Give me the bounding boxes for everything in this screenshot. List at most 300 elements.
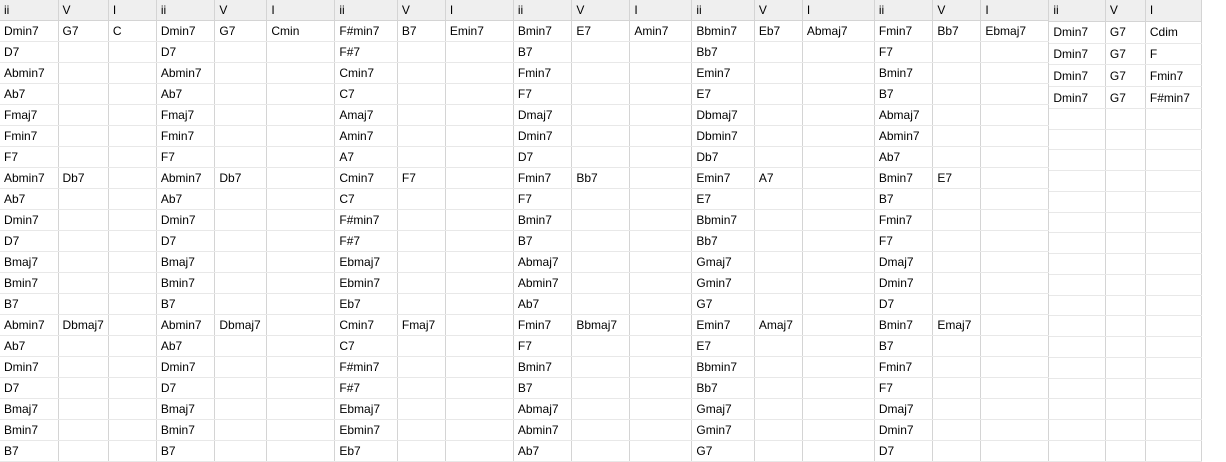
chord-cell[interactable] — [1105, 420, 1145, 441]
chord-cell[interactable] — [215, 378, 267, 399]
chord-cell[interactable]: G7 — [58, 21, 108, 42]
chord-cell[interactable] — [802, 147, 874, 168]
chord-cell[interactable]: Ab7 — [514, 294, 572, 315]
chord-cell[interactable]: Abmin7 — [0, 315, 58, 336]
chord-cell[interactable] — [58, 420, 108, 441]
chord-cell[interactable] — [267, 105, 335, 126]
chord-cell[interactable]: Db7 — [215, 168, 267, 189]
chord-cell[interactable] — [58, 273, 108, 294]
chord-cell[interactable] — [754, 357, 802, 378]
chord-cell[interactable] — [933, 399, 981, 420]
chord-cell[interactable] — [630, 63, 692, 84]
chord-cell[interactable] — [630, 42, 692, 63]
chord-cell[interactable] — [267, 441, 335, 462]
chord-cell[interactable]: F7 — [514, 189, 572, 210]
chord-cell[interactable]: Emin7 — [692, 168, 754, 189]
chord-cell[interactable] — [933, 231, 981, 252]
chord-cell[interactable]: Abmin7 — [514, 273, 572, 294]
chord-cell[interactable]: B7 — [0, 441, 58, 462]
chord-cell[interactable] — [1145, 129, 1201, 150]
chord-cell[interactable] — [630, 378, 692, 399]
chord-cell[interactable] — [754, 231, 802, 252]
chord-cell[interactable] — [1049, 254, 1105, 275]
chord-cell[interactable] — [802, 273, 874, 294]
chord-cell[interactable]: Fmin7 — [157, 126, 215, 147]
chord-cell[interactable] — [572, 42, 630, 63]
chord-cell[interactable]: F#min7 — [1145, 87, 1201, 109]
chord-cell[interactable] — [58, 336, 108, 357]
chord-cell[interactable] — [58, 147, 108, 168]
chord-cell[interactable]: Dmin7 — [157, 21, 215, 42]
chord-cell[interactable] — [802, 441, 874, 462]
chord-cell[interactable] — [933, 42, 981, 63]
chord-cell[interactable]: Ab7 — [157, 189, 215, 210]
chord-cell[interactable]: Fmaj7 — [397, 315, 445, 336]
chord-cell[interactable] — [981, 441, 1049, 462]
chord-cell[interactable] — [58, 189, 108, 210]
chord-cell[interactable] — [802, 294, 874, 315]
chord-cell[interactable] — [108, 420, 156, 441]
chord-cell[interactable]: Ab7 — [0, 189, 58, 210]
chord-cell[interactable] — [754, 441, 802, 462]
chord-cell[interactable] — [108, 273, 156, 294]
chord-cell[interactable]: Bb7 — [692, 231, 754, 252]
chord-cell[interactable]: Abmin7 — [514, 420, 572, 441]
chord-cell[interactable] — [630, 441, 692, 462]
chord-cell[interactable] — [630, 231, 692, 252]
chord-cell[interactable]: B7 — [157, 294, 215, 315]
chord-cell[interactable]: F7 — [514, 84, 572, 105]
chord-cell[interactable] — [397, 126, 445, 147]
chord-cell[interactable] — [108, 378, 156, 399]
chord-cell[interactable] — [445, 42, 513, 63]
chord-cell[interactable] — [933, 189, 981, 210]
chord-cell[interactable]: Dmaj7 — [514, 105, 572, 126]
chord-cell[interactable] — [267, 210, 335, 231]
chord-cell[interactable]: Ab7 — [514, 441, 572, 462]
chord-cell[interactable]: Bmaj7 — [157, 399, 215, 420]
chord-cell[interactable] — [754, 105, 802, 126]
chord-cell[interactable] — [572, 147, 630, 168]
chord-cell[interactable] — [445, 441, 513, 462]
chord-cell[interactable] — [1105, 129, 1145, 150]
chord-cell[interactable] — [108, 252, 156, 273]
chord-cell[interactable] — [572, 441, 630, 462]
chord-cell[interactable]: F7 — [875, 42, 933, 63]
chord-cell[interactable]: Abmaj7 — [514, 252, 572, 273]
chord-cell[interactable]: Bmin7 — [0, 420, 58, 441]
chord-cell[interactable]: E7 — [933, 168, 981, 189]
chord-cell[interactable] — [445, 336, 513, 357]
chord-cell[interactable] — [397, 42, 445, 63]
chord-cell[interactable]: Abmaj7 — [802, 21, 874, 42]
chord-cell[interactable] — [981, 252, 1049, 273]
chord-cell[interactable]: Ab7 — [0, 336, 58, 357]
chord-cell[interactable] — [397, 336, 445, 357]
chord-cell[interactable]: Cmin7 — [335, 315, 397, 336]
chord-cell[interactable]: B7 — [514, 231, 572, 252]
chord-cell[interactable] — [754, 42, 802, 63]
chord-cell[interactable]: G7 — [1105, 21, 1145, 43]
chord-cell[interactable]: Dmin7 — [157, 357, 215, 378]
chord-cell[interactable] — [58, 126, 108, 147]
chord-cell[interactable] — [1105, 171, 1145, 192]
chord-cell[interactable]: Abmaj7 — [514, 399, 572, 420]
chord-cell[interactable] — [630, 420, 692, 441]
chord-cell[interactable]: Fmaj7 — [157, 105, 215, 126]
chord-cell[interactable]: F#min7 — [335, 357, 397, 378]
chord-cell[interactable] — [1049, 171, 1105, 192]
chord-cell[interactable] — [108, 294, 156, 315]
chord-cell[interactable] — [1105, 191, 1145, 212]
chord-cell[interactable] — [1105, 337, 1145, 358]
chord-cell[interactable] — [108, 399, 156, 420]
chord-cell[interactable]: Dmin7 — [514, 126, 572, 147]
chord-cell[interactable] — [397, 441, 445, 462]
chord-cell[interactable]: B7 — [875, 189, 933, 210]
chord-cell[interactable] — [108, 84, 156, 105]
chord-cell[interactable] — [397, 378, 445, 399]
chord-cell[interactable]: Ab7 — [157, 84, 215, 105]
chord-cell[interactable] — [1049, 129, 1105, 150]
chord-cell[interactable] — [215, 420, 267, 441]
chord-cell[interactable]: Cdim — [1145, 21, 1201, 43]
chord-cell[interactable]: Bb7 — [692, 378, 754, 399]
chord-cell[interactable] — [802, 378, 874, 399]
chord-cell[interactable]: Gmaj7 — [692, 252, 754, 273]
chord-cell[interactable] — [981, 273, 1049, 294]
chord-cell[interactable]: D7 — [875, 294, 933, 315]
chord-cell[interactable]: Bmin7 — [0, 273, 58, 294]
chord-cell[interactable]: Dmin7 — [875, 420, 933, 441]
chord-cell[interactable]: Bmin7 — [875, 168, 933, 189]
chord-cell[interactable] — [215, 252, 267, 273]
chord-cell[interactable]: D7 — [157, 378, 215, 399]
chord-cell[interactable] — [802, 105, 874, 126]
chord-cell[interactable]: Ebmaj7 — [335, 399, 397, 420]
chord-cell[interactable]: Bmaj7 — [0, 399, 58, 420]
chord-cell[interactable] — [981, 189, 1049, 210]
chord-cell[interactable]: Bb7 — [572, 168, 630, 189]
chord-cell[interactable]: F#7 — [335, 42, 397, 63]
chord-cell[interactable]: Emin7 — [692, 63, 754, 84]
chord-cell[interactable]: Abmin7 — [157, 63, 215, 84]
chord-cell[interactable] — [981, 126, 1049, 147]
chord-cell[interactable] — [572, 294, 630, 315]
chord-cell[interactable] — [802, 336, 874, 357]
chord-cell[interactable]: Amin7 — [335, 126, 397, 147]
chord-cell[interactable] — [1049, 337, 1105, 358]
chord-cell[interactable] — [58, 84, 108, 105]
chord-cell[interactable] — [630, 105, 692, 126]
chord-cell[interactable] — [58, 357, 108, 378]
chord-cell[interactable]: Emaj7 — [933, 315, 981, 336]
chord-cell[interactable]: F — [1145, 43, 1201, 65]
chord-cell[interactable] — [1105, 108, 1145, 129]
chord-cell[interactable] — [58, 210, 108, 231]
chord-cell[interactable] — [1049, 212, 1105, 233]
chord-cell[interactable]: G7 — [1105, 43, 1145, 65]
chord-cell[interactable] — [445, 315, 513, 336]
chord-cell[interactable]: Bmin7 — [157, 273, 215, 294]
chord-cell[interactable] — [1105, 357, 1145, 378]
chord-cell[interactable] — [572, 210, 630, 231]
chord-cell[interactable]: Bb7 — [933, 21, 981, 42]
chord-cell[interactable] — [630, 315, 692, 336]
chord-cell[interactable] — [108, 126, 156, 147]
chord-cell[interactable] — [267, 273, 335, 294]
chord-cell[interactable] — [630, 294, 692, 315]
chord-cell[interactable] — [1105, 212, 1145, 233]
chord-cell[interactable] — [1145, 440, 1201, 461]
chord-cell[interactable] — [802, 315, 874, 336]
chord-cell[interactable] — [933, 441, 981, 462]
chord-cell[interactable]: A7 — [754, 168, 802, 189]
chord-cell[interactable] — [267, 126, 335, 147]
chord-cell[interactable]: F#7 — [335, 231, 397, 252]
chord-cell[interactable]: Fmin7 — [1145, 65, 1201, 87]
chord-cell[interactable] — [572, 273, 630, 294]
chord-cell[interactable]: C7 — [335, 84, 397, 105]
chord-cell[interactable] — [445, 357, 513, 378]
chord-cell[interactable]: F#7 — [335, 378, 397, 399]
chord-cell[interactable] — [1105, 399, 1145, 420]
chord-cell[interactable] — [1145, 150, 1201, 171]
chord-cell[interactable] — [802, 42, 874, 63]
chord-cell[interactable]: Abmin7 — [0, 168, 58, 189]
chord-cell[interactable] — [802, 420, 874, 441]
chord-cell[interactable]: B7 — [0, 294, 58, 315]
chord-cell[interactable] — [933, 105, 981, 126]
chord-cell[interactable] — [981, 210, 1049, 231]
chord-cell[interactable] — [1145, 357, 1201, 378]
chord-cell[interactable]: Dmin7 — [0, 210, 58, 231]
chord-cell[interactable] — [445, 105, 513, 126]
chord-cell[interactable] — [754, 210, 802, 231]
chord-cell[interactable]: Db7 — [58, 168, 108, 189]
chord-cell[interactable]: Bmin7 — [514, 21, 572, 42]
chord-cell[interactable]: Bbmin7 — [692, 21, 754, 42]
chord-cell[interactable] — [1105, 233, 1145, 254]
chord-cell[interactable] — [754, 84, 802, 105]
chord-cell[interactable]: Bbmaj7 — [572, 315, 630, 336]
chord-cell[interactable] — [1145, 108, 1201, 129]
chord-cell[interactable]: Bmin7 — [875, 63, 933, 84]
chord-cell[interactable] — [754, 273, 802, 294]
chord-cell[interactable]: F7 — [514, 336, 572, 357]
chord-cell[interactable] — [397, 273, 445, 294]
chord-cell[interactable]: Dbmaj7 — [692, 105, 754, 126]
chord-cell[interactable]: B7 — [157, 441, 215, 462]
chord-cell[interactable] — [215, 84, 267, 105]
chord-cell[interactable] — [630, 147, 692, 168]
chord-cell[interactable]: E7 — [692, 84, 754, 105]
chord-cell[interactable] — [981, 231, 1049, 252]
chord-cell[interactable] — [267, 315, 335, 336]
chord-cell[interactable] — [754, 147, 802, 168]
chord-cell[interactable]: G7 — [215, 21, 267, 42]
chord-cell[interactable]: Amaj7 — [335, 105, 397, 126]
chord-cell[interactable] — [1049, 357, 1105, 378]
chord-cell[interactable] — [630, 210, 692, 231]
chord-cell[interactable] — [1145, 274, 1201, 295]
chord-cell[interactable]: Emin7 — [692, 315, 754, 336]
chord-cell[interactable]: Dmin7 — [1049, 65, 1105, 87]
chord-cell[interactable] — [1145, 337, 1201, 358]
chord-cell[interactable] — [981, 420, 1049, 441]
chord-cell[interactable] — [754, 378, 802, 399]
chord-cell[interactable] — [754, 420, 802, 441]
chord-cell[interactable] — [445, 399, 513, 420]
chord-cell[interactable] — [630, 399, 692, 420]
chord-cell[interactable]: Eb7 — [335, 294, 397, 315]
chord-cell[interactable] — [572, 252, 630, 273]
chord-cell[interactable] — [1105, 150, 1145, 171]
chord-cell[interactable]: Dmin7 — [875, 273, 933, 294]
chord-cell[interactable]: B7 — [397, 21, 445, 42]
chord-cell[interactable] — [981, 105, 1049, 126]
chord-cell[interactable] — [1145, 295, 1201, 316]
chord-cell[interactable] — [267, 336, 335, 357]
chord-cell[interactable] — [630, 84, 692, 105]
chord-cell[interactable] — [397, 420, 445, 441]
chord-cell[interactable] — [215, 147, 267, 168]
chord-cell[interactable]: Ebmaj7 — [981, 21, 1049, 42]
chord-cell[interactable] — [397, 84, 445, 105]
chord-cell[interactable] — [445, 126, 513, 147]
chord-cell[interactable]: Dbmin7 — [692, 126, 754, 147]
chord-cell[interactable]: Dmin7 — [157, 210, 215, 231]
chord-cell[interactable] — [445, 189, 513, 210]
chord-cell[interactable] — [267, 63, 335, 84]
chord-cell[interactable]: Fmin7 — [514, 63, 572, 84]
chord-cell[interactable] — [802, 252, 874, 273]
chord-cell[interactable] — [215, 273, 267, 294]
chord-cell[interactable]: G7 — [1105, 65, 1145, 87]
chord-cell[interactable] — [572, 399, 630, 420]
chord-cell[interactable] — [397, 231, 445, 252]
chord-cell[interactable]: Amin7 — [630, 21, 692, 42]
chord-cell[interactable] — [802, 357, 874, 378]
chord-cell[interactable] — [445, 231, 513, 252]
chord-cell[interactable] — [108, 42, 156, 63]
chord-cell[interactable] — [58, 105, 108, 126]
chord-cell[interactable] — [108, 231, 156, 252]
chord-cell[interactable] — [630, 252, 692, 273]
chord-cell[interactable] — [1105, 254, 1145, 275]
chord-cell[interactable]: Abmin7 — [0, 63, 58, 84]
chord-cell[interactable] — [215, 336, 267, 357]
chord-cell[interactable] — [981, 357, 1049, 378]
chord-cell[interactable] — [267, 189, 335, 210]
chord-cell[interactable] — [267, 399, 335, 420]
chord-cell[interactable] — [802, 168, 874, 189]
chord-cell[interactable]: Dmin7 — [0, 21, 58, 42]
chord-cell[interactable] — [572, 63, 630, 84]
chord-cell[interactable] — [215, 441, 267, 462]
chord-cell[interactable]: Eb7 — [335, 441, 397, 462]
chord-cell[interactable]: B7 — [514, 378, 572, 399]
chord-cell[interactable] — [981, 168, 1049, 189]
chord-cell[interactable]: Fmin7 — [875, 210, 933, 231]
chord-cell[interactable] — [267, 168, 335, 189]
chord-cell[interactable]: Fmin7 — [0, 126, 58, 147]
chord-cell[interactable] — [1049, 440, 1105, 461]
chord-cell[interactable] — [1145, 191, 1201, 212]
chord-cell[interactable] — [572, 378, 630, 399]
chord-cell[interactable]: Dmin7 — [1049, 87, 1105, 109]
chord-cell[interactable]: Abmin7 — [875, 126, 933, 147]
chord-cell[interactable] — [754, 126, 802, 147]
chord-cell[interactable] — [445, 294, 513, 315]
chord-cell[interactable]: Bmin7 — [157, 420, 215, 441]
chord-cell[interactable]: C7 — [335, 189, 397, 210]
chord-cell[interactable] — [215, 105, 267, 126]
chord-cell[interactable] — [981, 315, 1049, 336]
chord-cell[interactable] — [58, 63, 108, 84]
chord-cell[interactable] — [108, 63, 156, 84]
chord-cell[interactable]: Bmaj7 — [0, 252, 58, 273]
chord-cell[interactable] — [1049, 295, 1105, 316]
chord-cell[interactable] — [1145, 378, 1201, 399]
chord-cell[interactable]: Ebmaj7 — [335, 252, 397, 273]
chord-cell[interactable] — [981, 42, 1049, 63]
chord-cell[interactable] — [1145, 316, 1201, 337]
chord-cell[interactable]: Bmaj7 — [157, 252, 215, 273]
chord-cell[interactable] — [933, 357, 981, 378]
chord-cell[interactable] — [1049, 399, 1105, 420]
chord-cell[interactable] — [1049, 108, 1105, 129]
chord-cell[interactable] — [1105, 440, 1145, 461]
chord-cell[interactable] — [933, 420, 981, 441]
chord-cell[interactable] — [1145, 212, 1201, 233]
chord-cell[interactable] — [397, 294, 445, 315]
chord-cell[interactable]: Abmaj7 — [875, 105, 933, 126]
chord-cell[interactable] — [981, 336, 1049, 357]
chord-cell[interactable]: Dbmaj7 — [215, 315, 267, 336]
chord-cell[interactable] — [933, 126, 981, 147]
chord-cell[interactable]: B7 — [875, 84, 933, 105]
chord-cell[interactable] — [630, 189, 692, 210]
chord-cell[interactable] — [58, 252, 108, 273]
chord-cell[interactable]: Eb7 — [754, 21, 802, 42]
chord-cell[interactable] — [1049, 378, 1105, 399]
chord-cell[interactable]: Fmin7 — [875, 357, 933, 378]
chord-cell[interactable] — [267, 42, 335, 63]
chord-cell[interactable] — [572, 420, 630, 441]
chord-cell[interactable] — [572, 357, 630, 378]
chord-cell[interactable] — [572, 126, 630, 147]
chord-cell[interactable] — [397, 189, 445, 210]
chord-cell[interactable]: Db7 — [692, 147, 754, 168]
chord-cell[interactable] — [445, 252, 513, 273]
chord-cell[interactable] — [267, 357, 335, 378]
chord-cell[interactable] — [397, 147, 445, 168]
chord-cell[interactable]: Bmin7 — [875, 315, 933, 336]
chord-cell[interactable]: G7 — [692, 294, 754, 315]
chord-cell[interactable] — [58, 294, 108, 315]
chord-cell[interactable]: Cmin7 — [335, 168, 397, 189]
chord-cell[interactable] — [981, 378, 1049, 399]
chord-cell[interactable] — [802, 231, 874, 252]
chord-cell[interactable] — [802, 84, 874, 105]
chord-cell[interactable]: E7 — [692, 189, 754, 210]
chord-cell[interactable] — [572, 84, 630, 105]
chord-cell[interactable]: Bbmin7 — [692, 357, 754, 378]
chord-cell[interactable]: F7 — [875, 231, 933, 252]
chord-cell[interactable]: Ab7 — [157, 336, 215, 357]
chord-cell[interactable] — [981, 63, 1049, 84]
